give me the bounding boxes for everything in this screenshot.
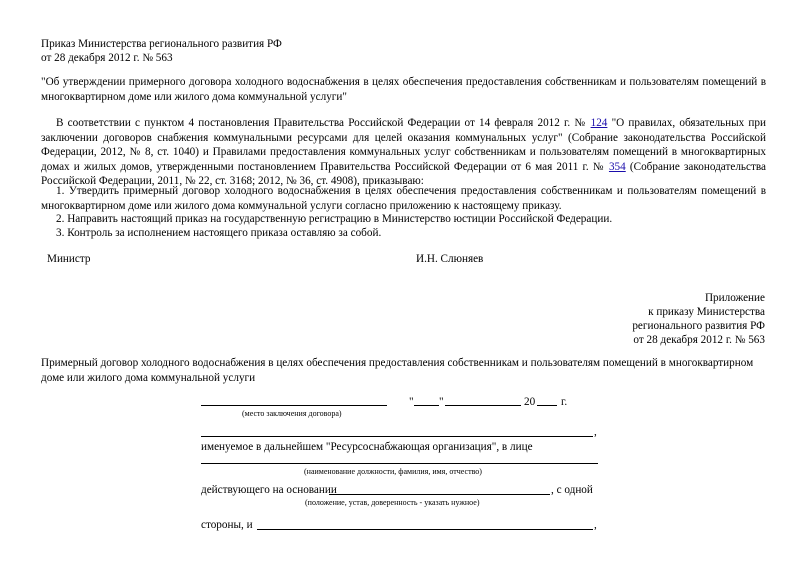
acting-suffix: , с одной bbox=[551, 484, 593, 496]
appendix-line-1: Приложение bbox=[704, 292, 765, 304]
signature-name: И.Н. Слюняев bbox=[416, 253, 484, 265]
date-day-field-line[interactable] bbox=[414, 405, 439, 406]
date-year-field-line[interactable] bbox=[537, 405, 557, 406]
date-close-quote: " bbox=[439, 396, 444, 408]
header-line-2: от 28 декабря 2012 г. № 563 bbox=[41, 52, 173, 64]
acting-text: действующего на основании bbox=[201, 484, 337, 496]
date-suffix: г. bbox=[561, 396, 568, 408]
party-text: стороны, и bbox=[201, 519, 253, 531]
appendix-line-3: регионального развития РФ bbox=[632, 320, 765, 332]
intro-paragraph bbox=[41, 116, 766, 189]
organization-field-line[interactable] bbox=[201, 436, 593, 437]
order-item-1: 1. Утвердить примерный договор холодного водоснабжения в целях обеспечения предоставления собственникам и пользователям помещений в многоквартирном доме или жилого дома коммунальной услуги согласно приложению к настоящему приказу. bbox=[41, 185, 766, 212]
header-line-1: Приказ Министерства регионального развития РФ bbox=[41, 38, 282, 50]
signature-position: Министр bbox=[47, 253, 91, 265]
appendix-line-2: к приказу Министерства bbox=[648, 306, 765, 318]
basis-field-line[interactable] bbox=[329, 494, 550, 495]
intro-text-3: (Собрание законодательства Российской Федерации, 2011, № 22, ст. 3168; 2012, № 36, ст. 4908), приказываю: bbox=[41, 160, 766, 187]
date-month-field-line[interactable] bbox=[445, 405, 521, 406]
place-caption: (место заключения договора) bbox=[242, 409, 342, 418]
document-title: "Об утверждении примерного договора холодного водоснабжения в целях обеспечения предоставления собственникам и пользователям помещений в многоквартирном доме или жилого дома коммунальной услуги" bbox=[41, 76, 766, 103]
intro-text-1: В соответствии с пунктом 4 постановления Правительства Российской Федерации от 14 февраля 2012 г. № bbox=[56, 117, 591, 129]
named-as-text: именуемое в дальнейшем "Ресурсоснабжающая организация", в лице bbox=[201, 441, 533, 453]
contract-title: Примерный договор холодного водоснабжения в целях обеспечения предоставления собственникам и пользователям помещений в многоквартирном доме или жилого дома коммунальной услуги bbox=[41, 357, 754, 384]
date-open-quote: " bbox=[409, 396, 414, 408]
order-item-3: 3. Контроль за исполнением настоящего приказа оставляю за собой. bbox=[56, 227, 382, 239]
representative-field-line[interactable] bbox=[201, 463, 598, 464]
date-year-prefix: 20 bbox=[524, 396, 536, 408]
order-item-2: 2. Направить настоящий приказ на государственную регистрацию в Министерство юстиции Российской Федерации. bbox=[56, 213, 613, 225]
party-field-line[interactable] bbox=[257, 529, 593, 530]
appendix-line-4: от 28 декабря 2012 г. № 563 bbox=[633, 334, 765, 346]
party-comma: , bbox=[594, 519, 597, 531]
organization-comma: , bbox=[594, 426, 597, 438]
place-field-line[interactable] bbox=[201, 405, 387, 406]
link-decree-124[interactable]: 124 bbox=[590, 117, 608, 129]
position-caption: (наименование должности, фамилия, имя, отчество) bbox=[304, 467, 482, 476]
intro-text-2: "О правилах, обязательных при заключении договоров снабжения коммунальными ресурсами для целей оказания коммунальных услуг" (Собрание законодательства Российской Федерации, 2012, № 8, ст. 1040) и Правилами предоставления коммунальных услуг собственникам и пользователям помещений в многоквартирных домах и жилых домов, утвержденными постановлением Правительства Российской Федерации от 6 мая 2011 г. № bbox=[41, 117, 766, 173]
basis-caption: (положение, устав, доверенность - указать нужное) bbox=[305, 498, 480, 507]
link-decree-354[interactable]: 354 bbox=[608, 160, 626, 173]
